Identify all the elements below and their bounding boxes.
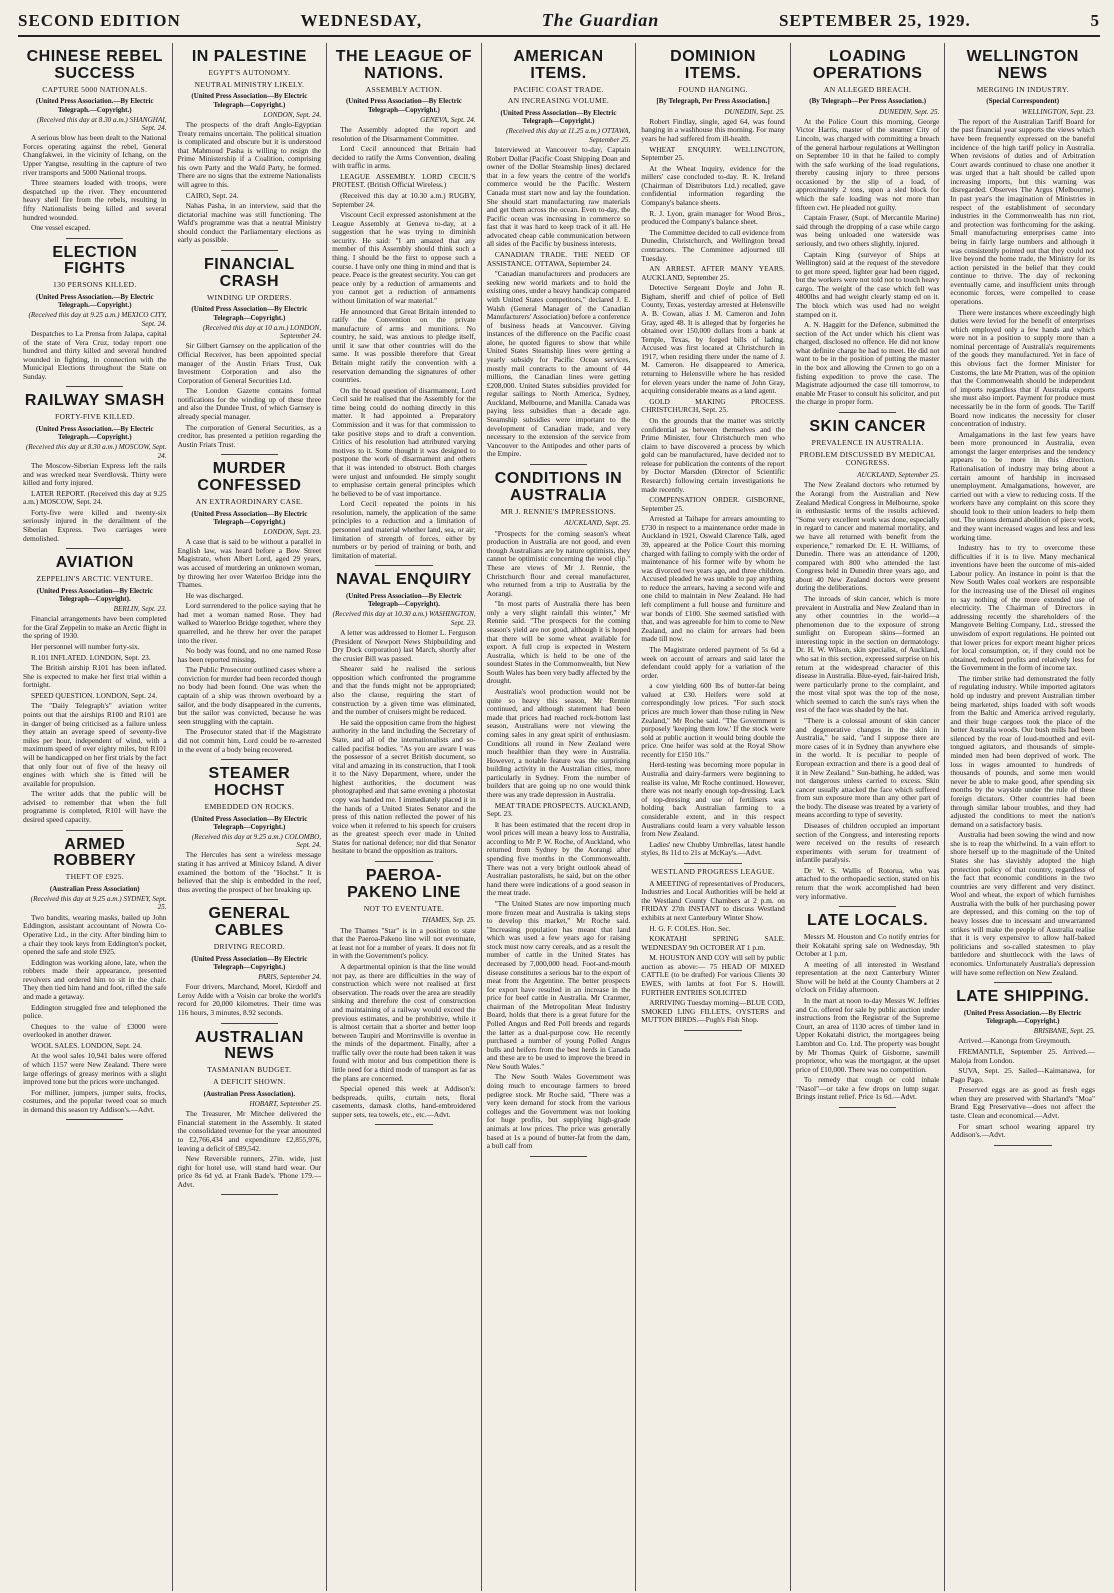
article-divider xyxy=(994,982,1052,983)
article-dateline: PARIS, September 24. xyxy=(258,972,322,981)
article xyxy=(23,245,167,382)
article-paragraph: A meeting of all interested in Westland representation at the next Canterbury Winter Show will be held at the County Chambers at 2 o'clock on Friday afternoon. xyxy=(795,959,940,995)
article-headline: CHINESE REBEL SUCCESS xyxy=(26,48,163,82)
article-paragraph: He said the opposition came from the highest authority in the land including the Secretary of State, and all of the internationalists and so-called pacifist bodies. "As you are aware I was the possessor of a secret British document, so vital and amazing in its construction, that I took it to the Navy Department, where, under the highest authorities, the document was photographed and that same evening a photostat copy was handed me. I immediately placed it in the hands of a United States Senator and the press of this nation reflected the power of his voice when it referred to his speech for cruisers as the greatest speech ever made in United States for national defence; nor did that Senator hesitate to brand the opposition as traitors. xyxy=(332,717,476,856)
article-paragraph: Herd-testing was becoming more popular in Australia and dairy-farmers were beginning to realise its value, Mr Roche continued. However, there was not nearly enough top-dressing. Lack of top-dressing and use of fertilisers was holding back Australian farming to a considerable extent, and in this respect Australians could learn a very valuable lesson from New Zealand. xyxy=(641,760,785,839)
article xyxy=(23,393,167,543)
article-dateline: (Received this day at 9.25 a.m.) MEXICO CITY, Sept. 24. xyxy=(28,311,167,328)
article-dateline: (Received this day at 10 a.m.) LONDON, September 24. xyxy=(202,323,322,340)
article xyxy=(796,913,940,1102)
article-paragraph: A case that is said to be without a parallel in English law, was heard before a Bow Street Magistrate, when Albert Lord, aged 29 years, was accused of murdering an unknown woman, by throwing her over Waterloo Bridge into the Thames. xyxy=(177,537,322,590)
article-dateline: (Received this day at 9.25 a.m.) SYDNEY, Sept. 25. xyxy=(30,895,167,912)
article-paragraph: Captain Fraser, (Supt. of Mercantile Marine) said through the dropping of a case while cargo was being unloaded one waterside was seriously, and two others slightly, injured. xyxy=(795,213,940,248)
article-headline: LOADING OPERATIONS xyxy=(812,48,923,82)
article xyxy=(641,868,785,1025)
article-paragraph: "Prospects for the coming season's wheat production in Australia are not good, and even though Australians are by nature optimists, they cannot be optimistic concerning the wool clip." These are views of Mr J. Rennie, the Christchurch flour and cereal manufacturer, who returned from a trip to Australia by the Aorangi. xyxy=(486,528,631,598)
article xyxy=(641,49,785,858)
article-paragraph: WOOL SALES. LONDON, Sept. 24. xyxy=(31,1040,142,1050)
article-paragraph: "Canadian manufacturers and producers are seeking new world markets and to hold the existing ones, under a heavy handicap compared with United States competitors," declared J. E. Walsh (General Manager of the Canadian Manufacturers' Association) before a conference of business heads at Vancouver. Giving instances of the difference on the Pacific coast alone, he quoted figures to show that while United States Steamship lines were getting a yearly subsidy for Pacific Ocean services, mostly mail contracts to the amount of 44 millions, the Canadian lines were getting £208,000. United States subsidies provided for regular sailings to North America, Sydney, Auckland, Melbourne, and Manilla. Canada was paying less subsidies than a decade ago. Steamship subsidies were important to the development of Canadian trade, and very necessary to the extension of the service from Vancouver to the Antipodes and other parts of the Empire. xyxy=(486,269,631,459)
article-paragraph: At the Wheat Inquiry, evidence for the millers' case concluded to-day. R. K. Ireland (Chairman of Distributors Ltd.) recalled, gave confidential information regarding the Company's balance sheets. xyxy=(641,163,785,208)
article-dateline: BERLIN, Sept. 23. xyxy=(113,604,167,613)
article-divider xyxy=(530,464,587,465)
article-headline: THE LEAGUE OF NATIONS. xyxy=(335,48,473,82)
article-paragraph: (Received this day at 10.30 a.m.) RUGBY, September 24. xyxy=(332,191,476,209)
article-dateline: DUNEDIN, Sept. 25. xyxy=(724,107,785,116)
article-paragraph: a cow yielding 600 lbs of butter-fat being valued at £30. Heifers were sold at correspondingly low prices. "For such stock prices are much lower than those ruling in New Zealand," Mr Roche said. "The Government is purposely 'keeping them low.' If the stock were sold at public auction it would bring double the price. One heifer was sold at the Royal Show recently for £150 10s." xyxy=(641,681,785,759)
article-subheading: ASSEMBLY ACTION. xyxy=(365,84,443,94)
article xyxy=(796,419,940,901)
column-1 xyxy=(18,43,173,1591)
article-paragraph: Industry has to try to overcome these difficulties if it is to live. Many mechanical inventions have been the outcome of mis-aided Labour policy. An instance in point is that the New South Wales coal workers are responsible for the increasing use of the Diesel oil engines to say nothing of the more extended use of electricity. The Chairman of Directors in addressing recently the shareholders of the Mangovete Belting Company, Ltd., stressed the unwisdom of export regulations. He pointed out that lower prices for export meant higher prices for local consumption, or, if they could not be obtained, reduced profits and relatively less for the Government in the form of income tax. xyxy=(950,543,1095,673)
article-dateline: LONDON, Sept. 24. xyxy=(263,110,322,119)
article-subheading: WINDING UP ORDERS. xyxy=(207,292,292,302)
article-divider xyxy=(839,906,896,907)
article-paragraph: Sir Gilbert Garnsey on the application of the Official Receiver, has been appointed special manager of the Austin Friars Trust, Oak Investment Corporation and also the Corporation of General Securities Ltd. xyxy=(177,341,322,385)
article-headline: WELLINGTON NEWS xyxy=(966,48,1079,82)
article-paragraph: Two bandits, wearing masks, bailed up John Eddington, assistant accountant of Nowra Co-Operative Ltd., in the city. After binding him to a chair they took keys from Eddington's pocket, opened the safe and stole £925. xyxy=(23,912,167,957)
article-paragraph: Cheques to the value of £3000 were overlooked in another drawer. xyxy=(23,1021,167,1040)
article-paragraph: New Reversible runners, 27in. wide, just right for hotel use, will stand hard wear. Our price 8s 6d yd. at Frank Bade's. 'Phone 179.—Advt. xyxy=(177,1154,322,1189)
article-paragraph: SPEED QUESTION. LONDON, Sept. 24. xyxy=(31,690,158,700)
newspaper-title: The Guardian xyxy=(541,10,660,30)
article-subheading: TASMANIAN BUDGET. xyxy=(207,1065,292,1075)
article-paragraph: Interviewed at Vancouver to-day, Captain Robert Dollar (Pacific Coast Shipping Doan and owner of the Dollar Steamship lines) declared that in a few years the centre of the world's commerce would be the Pacific. Western Canada must start now and lay the foundation. She should start manufacturing raw materials and get them across the ocean. Even to-day, the Pacific ocean was increasing in commerce so fast that it was hard to keep track of it all. He advocated cheap cable communication between all sides of the Pacific by business interests. xyxy=(486,145,631,249)
article-headline: AVIATION xyxy=(55,554,134,572)
article-subheading: NOT TO EVENTUATE. xyxy=(363,903,445,913)
article-headline: RAILWAY SMASH xyxy=(24,392,165,410)
article-source: (United Press Association.—By Electric Telegraph.—Copyright.) xyxy=(35,293,154,310)
article-subheading: PROBLEM DISCUSSED BY MEDICAL CONGRESS. xyxy=(799,449,936,468)
article-dateline: HOBART, September 25. xyxy=(249,1099,322,1108)
article-subheading: ZEPPELIN'S ARCTIC VENTURE. xyxy=(36,573,154,583)
article-headline: DOMINION ITEMS. xyxy=(670,48,756,82)
article-source: (United Press Association.—By Electric Telegraph.—Copyright.) xyxy=(35,97,154,114)
article-paragraph: For smart school wearing apparel try Addison's.—Advt. xyxy=(950,1121,1095,1140)
article-source: (Australian Press Association). xyxy=(203,1089,296,1098)
article-dateline: AUCKLAND, Sept. 25. xyxy=(564,519,631,528)
article-paragraph: Nahas Pasha, in an interview, said that the dictatorial machine was still functioning. The Wafd's programme was that a neutral Ministry should conduct the Parliamentary elections as early as possible. xyxy=(177,201,322,245)
article-subheading: PREVALENCE IN AUSTRALIA. xyxy=(811,437,924,447)
article-headline: LATE LOCALS. xyxy=(807,912,929,930)
article-paragraph: The New Zealand doctors who returned by the Aorangi from the Australian and New Zealand Medical Congress in Melbourne, spoke in enthusiastic terms of the results achieved. "Some very excellent work was done, especially in regard to cancer and maternal mortality, and we have all returned with benefit from the experience," remarked Dr. E. H. Williams, of Dunedin. There was an attendance of 1200, compared with 800 who attended the last Congress held in Dunedin three years ago, and about 40 New Zealand doctors were present during the deliberations. xyxy=(795,480,940,593)
article-subheading: WESTLAND PROGRESS LEAGUE. xyxy=(651,866,775,876)
article-source: [By Telegraph, Per Press Association.] xyxy=(656,97,770,106)
article-paragraph: Dr W. S. Wallis of Rotorua, who was attached to the orthopaedic section, stated on his return that the work accomplished had been very informative. xyxy=(795,865,940,901)
article-paragraph: SUVA, Sept. 25. Sailed—Kaimanawa, for Pago Pago. xyxy=(950,1066,1095,1084)
article-paragraph: Financial arrangements have been completed for the Graf Zeppelin to make an Arctic flight in the spring of 1930. xyxy=(23,614,167,641)
article-paragraph: "In most parts of Australia there has been only a very slight rainfall this winter," Mr Rennie said. "The prospects for the coming season's yield are not good, although it is hoped that there will be some wheat available for export. A full crop is expected in Western Australia, which is held to be one of the soundest States in the Commonwealth, but New South Wales has been very badly affected by the drought. xyxy=(486,599,631,686)
article-source: (United Press Association—By Electric Telegraph—Copyright.) xyxy=(191,92,308,109)
article-source: (United Press Association—By Electric Telegraph—Copyright.) xyxy=(500,109,617,126)
article-paragraph: Lord Cecil repeated the points in his resolution, namely, the application of the same principles to a reduction and a limitation of personnel and material whether land, sea, or air; limitation of strength of forces, either by numbers or by period of training or both, and limitation of material. xyxy=(332,499,476,560)
article-paragraph: MEAT TRADE PROSPECTS. AUCKLAND, Sept. 23. xyxy=(486,800,631,819)
article-paragraph: The Committee decided to call evidence from Dunedin, Christchurch, and Wellington bread contractors. The Committee adjourned till Tuesday. xyxy=(641,227,785,263)
article-paragraph: At the Police Court this morning, George Victor Harris, master of the steamer City of Lincoln, was charged with committing a breach of the general harbour regulations at Wellington on September 10 in that he failed to comply with the safe working of the load regulations, thereby causing injury to three persons occasioned by the slip of a load, of approximately 2 tons, upon a sled block for which the safe loading was not more than fifteen cwt. He pleaded not guilty. xyxy=(795,116,940,212)
article-paragraph: Lord surrendered to the police saying that he had met a woman named Rose. They had walked to Waterloo Bridge together, where they quarrelled, and he threw her over the parapet into the river. xyxy=(177,601,322,645)
article-paragraph: Eddington struggled free and telephoned the police. xyxy=(23,1002,167,1021)
article-paragraph: There were instances where exceedingly high duties were levied for the benefit of enterprises which employed only a few hands and which were not in a position to supply more than a nominal percentage of Australia's requirements of the goods they manufactured. Yet in face of this obvious fact the former Minister for Customs, the late Mr Pratten, was of the opinion that the Commonwealth should be independent of imports regardless that if Australia exports she must also import. Payment for produce must necessarily be in the form of goods. The Tariff Board now indicates the necessity for closer concentration of industry. xyxy=(950,307,1095,429)
article-divider xyxy=(66,830,123,831)
article-subheading: EGYPT'S AUTONOMY. xyxy=(208,67,291,77)
article-source: (United Press Association—By Electric Telegraph—Copyright). xyxy=(36,586,153,603)
article-source: (United Press Association—By Electric Telegraph—Copyright.) xyxy=(191,954,308,971)
article-source: (United Press Association—By Electric Telegraph—Copyright.) xyxy=(191,814,308,831)
article-subheading: AN INCREASING VOLUME. xyxy=(507,96,610,106)
article-paragraph: The Prosecutor stated that if the Magistrate did not commit him, Lord could be re-arrested in the event of a body being recovered. xyxy=(177,727,322,754)
article-subheading: MR J. RENNIE'S IMPRESSIONS. xyxy=(500,506,617,516)
column-2 xyxy=(173,43,328,1591)
article-paragraph: ARRIVING Tuesday morning—BLUE COD, SMOKED LING FILLETS, OYSTERS and MUTTON BIRDS.—Pugh's Fish Shop. xyxy=(641,998,785,1025)
article-paragraph: Messrs M. Houston and Co notify entries for their Kokatahi spring sale on Wednesday, 9th October at 1 p.m. xyxy=(795,932,940,959)
article-paragraph: The report of the Australian Tariff Board for the past financial year supports the views which have been frequently expressed on the baneful incidence of the high tariff policy in Australia. When revisions of duties and of Arbitration Court awards continued to chase one another it was urged that a halt should be called upon increasing imports, but this warning was disregarded. Observes The Argus (Melbourne). In past year's the imagination of Ministries in respect of the establishment of secondary industries in the Commonwealth has run riot, and protection was forthcoming for the asking. Small manufacturing enterprises came into being in fairly large numbers and although it was consistently pointed out that they could not live beyond the home trade, the Ministry for its action persisted in the belief that they could continue to thrive. The day of reckoning eventually came, and insufficient units through economic forces, were compelled to cease operations. xyxy=(950,116,1095,306)
article-subheading: A DEFICIT SHOWN. xyxy=(213,1076,286,1086)
article-paragraph: "The United States are now importing much more frozen meat and Australia is taking steps to develop this market," Mr Roche said. "Increasing population has meant that land which was used a few years ago for raising stock must now carry cereals, and as a result the number of cattle in the United States has decreased by 7,000,000 head. Foot-and-mouth disease constitutes a serious bar to the export of meat from the Argentine. The better prospects for export have resulted in an increase in the price for beef cattle in Australia. Mr Cranmer, chairman of the Metropolitan Meat Industry Board, holds that there is a great future for the Polled Angus and Red Poll breeds and regards the latter as a dual-purpose cow. He recently purchased a number of young Polled Angus bulls and heifers from the best herds in Canada and these are to be used to improve the breed in New South Wales." xyxy=(486,898,631,1071)
article-paragraph: Ladies' new Chubby Umbrellas, latest handle styles, 8s 11d to 21s at McKay's.—Advt. xyxy=(641,839,785,858)
article-paragraph: The British airship R101 has been inflated. She is expected to make her first trial within a fortnight. xyxy=(23,663,167,690)
article xyxy=(950,989,1095,1140)
article-divider xyxy=(530,1156,587,1157)
article-source: (United Press Association—By Electric Telegraph—Copyright). xyxy=(345,592,462,609)
article-subheading: AN EXTRAORDINARY CASE. xyxy=(195,496,304,506)
article-subheading: THEFT OF £925. xyxy=(65,872,124,882)
article-paragraph: On the grounds that the matter was strictly confidential as between themselves and the Prime Minister, four Christchurch men who claim to have discovered a process by which gold can be manufactured, have decided not to release for publication the contents of the report by Doctor Marsden (Director of Scientific Research) following certain investigations he made recently. xyxy=(641,415,785,494)
article-dateline: THAMES, Sep. 25. xyxy=(421,916,476,925)
article-paragraph: R. J. Lyon, grain manager for Wood Bros., produced the Company's balance sheet. xyxy=(641,208,785,227)
masthead xyxy=(18,10,1100,37)
article-paragraph: LATER REPORT. (Received this day at 9.25 a.m.) MOSCOW, Sept. 24. xyxy=(23,488,167,507)
article-paragraph: The Treasurer, Mr Mitchee delivered the Financial statement in the Assembly. It stated the consolidated revenue for the year amounted to £2,766,434 and expenditure £2,855,976, leaving a deficit of £89,542. xyxy=(177,1109,322,1153)
article-paragraph: The Assembly adopted the report and resolution of the Disarmament Committee. xyxy=(332,124,476,143)
article-divider xyxy=(221,1194,278,1195)
article-divider xyxy=(375,565,432,566)
article-paragraph: GOLD MAKING PROCESS. CHRISTCHURCH, Sept. 25. xyxy=(641,396,785,415)
article-headline: PAEROA-PAKENO LINE xyxy=(347,867,461,901)
article-source: (United Press Association—By Electric Telegraph—Copyright.) xyxy=(191,305,308,322)
article-paragraph: KOKATAHI SPRING SALE. WEDNESDAY 9th OCTOBER AT 1 p.m. xyxy=(641,934,785,952)
article-divider xyxy=(221,759,278,760)
article-paragraph: Amalgamations in the last few years have been more pronounced in Australia, even amongst the larger enterprises and the tendency appears to be more in this direction. Rationalisation of industry may bring about a certain amount of hardship in increased unemployment. Amalgamations, however, are carried out with a view to reducing costs. If the workers have any complaint on this score they should look to their union leaders to help them out. The unions demand abolition of piece work, and they want increased wages and less and less working time. xyxy=(950,429,1095,542)
article-headline: SKIN CANCER xyxy=(809,417,926,435)
article-paragraph: Three steamers loaded with troops, were despatched up the river. They encountered heavy shell fire from the rebels, resulting in fifty Nationalists being killed and several hundred wounded. xyxy=(23,178,167,222)
article-paragraph: Arrested at Taihape for arrears amounting to £730 in respect to a maintenance order made in Auckland in 1921, Oswald Clarence Talk, aged 39, appeared at the Police Court this morning charged with failing to comply with the order of maintenance of his former wife by whom he was divorced two years ago, and three children. Accused pleaded he was unable to pay anything to reduce the arrears, having a second wife and one child to maintain in New Zealand. He had left compliment a full house and furniture and war bonds of £100. She seemed satisfied with that, and was agreeable for him to come to New Zealand, and no claim for arrears had been made till now. xyxy=(641,514,785,644)
article xyxy=(332,49,476,560)
article-source: (Australian Press Association) xyxy=(49,884,140,893)
article-headline: AUSTRALIAN NEWS xyxy=(194,1028,304,1063)
article-dateline: (Received this day at 9.25 a.m.) COLOMBO, Sept. 24. xyxy=(191,832,322,850)
article-paragraph: For milliner, jumpers, jumper suits, frocks, costumes, and the popular tweed coat so much in demand this season try Addison's.—Advt. xyxy=(23,1087,167,1114)
article-subheading: 130 PERSONS KILLED. xyxy=(53,280,137,290)
article-paragraph: Arrived.—Kanonga from Greymouth. xyxy=(958,1036,1071,1046)
article-paragraph: A MEETING of representatives of Producers, Industries and Local Authorities will be held at the Westland County Chambers at 2 p.m. on FRIDAY 27th INSTANT to discuss Westland exhibits at next Canterbury Winter Show. xyxy=(641,878,785,922)
article-paragraph: The New South Wales Government was doing much to encourage farmers to breed pedigree stock. Mr Roche said, "There was a very keen demand for stock from the various colleges and the Government was not looking for huge profits, but supplying high-grade animals at low prices. The price was generally based at 1s a pound of butter-fat from the dam, a bull calf from xyxy=(486,1072,631,1151)
article-headline: NAVAL ENQUIRY xyxy=(336,571,472,589)
article xyxy=(332,572,476,856)
article-paragraph: Australia's wool production would not be quite so heavy this season, Mr Rennie continued, and although statement had been made that prices had reached rock-bottom last season, Australians were not viewing the coming sales in any great spirit of enthusiasm. Conditions all round in New Zealand were much healthier than they were in Australia. However, a notable feature was the surprising building activity in the Australian cities, more particularly in Sydney. From the number of builders that are going up no one would think there was any trade depression in Australia. xyxy=(486,687,631,799)
article-source: (United Press Association—By Electric Telegraph—Copyright.) xyxy=(191,509,308,526)
article xyxy=(178,49,322,245)
article-paragraph: Captain King (surveyor of Ships at Wellington) said at the request of the stevedore to get more speed, lighter gear had been rigged, but the workers were not told not to touch heavy cargo. The weight of the case which fell was 4800lbs and had weight clearly stamp ed on it. The block which was used had no weight stamped on it. xyxy=(795,249,940,319)
article-paragraph: Despatches to La Prensa from Jalapa, capital of the state of Vera Cruz, today report one hundred and thirty killed and several hundred wounded in fighting, in connection with the Municipal Elections throughout the State on Sunday. xyxy=(23,328,167,381)
article-paragraph: Shearer said he realised the serious opposition which confronted the programme and that the funds might not be appropriated; also the clause, requiring the start of construction by a given time was eliminated, and the number of cruisers might be reduced. xyxy=(332,664,476,717)
article-paragraph: Robert Findlay, single, aged 64, was found hanging in a washhouse this morning. For many years he had suffered from ill-health. xyxy=(641,116,785,143)
article-paragraph: WHEAT ENQUIRY. WELLINGTON, September 25. xyxy=(641,144,785,163)
article-source: (United Press Association.—By Electric Telegraph.—Copyright.) xyxy=(35,425,154,442)
article-headline: ELECTION FIGHTS xyxy=(52,243,138,278)
article xyxy=(178,1030,322,1190)
article-paragraph: He announced that Great Britain intended to ratify the Convention on the private manufacture of arms and munitions. No country, he said, was anxious to pledge itself, until it saw that other countries will do the same. It was possible therefore that Great Britain might ratify the convention with a reservation demanding the signatures of other countries. xyxy=(332,306,476,385)
article-paragraph: H. G. F. COLES. Hon. Sec. xyxy=(649,923,731,933)
article-paragraph: COMPENSATION ORDER. GISBORNE, September 25. xyxy=(641,495,785,513)
article-dateline: (Received this day at 11.25 a.m.) OTTAWA, September 25. xyxy=(505,127,631,144)
article-headline: ARMED ROBBERY xyxy=(53,835,137,870)
article-source: (By Telegraph—Per Press Association.) xyxy=(809,97,927,106)
article-source: (United Press Association.—By Electric Telegraph.—Copyright.) xyxy=(963,1008,1082,1025)
article-divider xyxy=(994,1145,1052,1146)
page-number: 5 xyxy=(1090,11,1100,30)
article-paragraph: "There is a colossal amount of skin cancer and degenerative changes in the skin in Australia," he said, "and I suppose there are more cases of it in Sydney than anywhere else in the world. It is peculiar to people of European extraction and there is a good deal of it in New Zealand." Sun-bathing, he added, was not dangerous unless carried to excess. Skin cancer usually attacked the face which suffered from sun exposure more than any other part of the body. The disease was treated by a variety of means according to type of severity. xyxy=(795,716,940,820)
article-paragraph: To remedy that cough or cold inhale "Nasol"—or take a few drops on lump sugar. Brings instant relief. Price 1s 6d.—Advt. xyxy=(795,1075,940,1102)
article-divider xyxy=(684,1030,741,1031)
column-5 xyxy=(636,43,791,1591)
article-paragraph: Eddington was working alone, late, when the robbers made their appearance, presented revolvers and ordered him to sit in the chair. They then tied him hand and foot, rifled the safe and made a getaway. xyxy=(23,957,167,1001)
article-dateline: WELLINGTON, Sept. 23. xyxy=(1021,107,1095,116)
article-paragraph: The inroads of skin cancer, which is more prevalent in Australia and New Zealand than in any other countries in the world—a phenomenon due to the exposure of strong sunlight on European skins—formed an interesting topic in the section on dermatology. Dr. H. W. Wilson, skin specialist, of Auckland, who sat in this section, expressed surprise on his return at the widespread character of this disease in Australia. Blue-eyed, fair-haired Irish, were particularly prone to the complaint, and the most vital spot was the top of the nose, which seemed to catch the sun's rays when the rest of the face was shaded by the hat. xyxy=(795,593,940,715)
article xyxy=(178,461,322,754)
article-paragraph: Preserved eggs are as good as fresh eggs when they are preserved with Sharland's "Moa" Brand Egg Preservative—does not affect the taste. Clean and economical.—Advt. xyxy=(950,1085,1095,1121)
article-dateline: (Received this day at 8.30 a.m.) SHANGHAI, Sept. 24. xyxy=(36,115,167,132)
article-divider xyxy=(839,412,896,413)
article-paragraph: Detective Sergeant Doyle and John R. Bigham, sheriff and chief of police of Bell County, Texas, yesterday arrested at Helensville A. B. Cowan, alias J. M. Cameron and John Gray, aged 48. It is alleged that by forgeries he obtained over 150,000 dollars from a bank at Temple, Texas, by forged bills of lading. Accused was first located at Christchurch in 1917, when residing there under the name of J. M. Cameron. He disappeared to America, returning to Helensville where he has resided for eleven years under the name of John Gray, acquiring considerable means as a land agent. xyxy=(641,283,785,396)
article-paragraph: At the wool sales 10,941 bales were offered of which 1157 were New Zealand. There were large offerings of greasy merinos with a slight improved tone but the prices were unchanged. xyxy=(23,1051,167,1087)
article-paragraph: CAIRO, Sept. 24. xyxy=(185,190,239,200)
article-dateline: (Received this day at 8.30 a.m.) MOSCOW, Sept. 24. xyxy=(25,443,167,460)
article-dateline: DUNEDIN, Sept. 25. xyxy=(878,107,940,116)
article-dateline: AUCKLAND, September 25. xyxy=(857,471,940,480)
column-3 xyxy=(327,43,482,1591)
article-paragraph: A letter was addressed to Homer L. Ferguson (President of Newport News Shipbuilding and Dry Dock corporation) last March, shortly after the crusier Bill was passed. xyxy=(332,627,476,663)
edition-label: SECOND EDITION xyxy=(18,11,181,30)
article-divider xyxy=(375,1124,432,1125)
article-paragraph: R.101 INFLATED. LONDON, Sept. 23. xyxy=(31,652,151,662)
column-6 xyxy=(791,43,946,1591)
article xyxy=(23,555,167,824)
article-paragraph: The corporation of General Securities, as a creditor, has presented a petition regarding the Austin Friars Trust. xyxy=(177,422,322,449)
article-headline: CONDITIONS IN AUSTRALIA xyxy=(494,469,623,504)
article-paragraph: Forty-five were killed and twenty-six seriously injured in the derailment of the Siberian Express. Two carriages were demolished. xyxy=(23,507,167,543)
article-headline: LATE SHIPPING. xyxy=(956,988,1090,1006)
article-paragraph: The Hercules has sent a wireless message stating it has arrived at Minicoy Island. A diver examined the bottom of the "Hochst." It is believed that the ship is embedded in the reef, thus averting the prospect of her breaking up. xyxy=(177,850,322,894)
article xyxy=(332,868,476,1119)
article-divider xyxy=(221,899,278,900)
article-dateline: (Received this day at 10.30 a.m.) WASHINGTON, Sept. 23. xyxy=(332,610,476,627)
article xyxy=(487,49,631,459)
article-paragraph: He was discharged. xyxy=(185,590,244,600)
article-divider xyxy=(66,1119,123,1120)
article-subheading: AN ALLEGED BREACH. xyxy=(823,84,912,94)
article-divider xyxy=(375,861,432,862)
article-headline: STEAMER HOCHST xyxy=(208,765,291,799)
article-paragraph: The writer adds that the public will be advised to remember that when the full programme is completed, R101 will have the desired speed capacity. xyxy=(23,789,167,824)
article-paragraph: On the broad question of disarmament, Lord Cecil said he realised that the Assembly for the time being could do nothing directly in this matter. It had appointed a Preparatory Commission and it was for that commission to take positive steps and to draft a convention. Critics of his resolution had attributed varying motives to it. Some thought it was designed to postpone the work of disarmament and others that it was intended to obstruct. Both charges were unjust and unfounded. He simply sought to emphasise certain general principles which he believed to be of vast importance. xyxy=(332,385,476,498)
article-paragraph: The "Daily Telegraph's" aviation writer points out that the airships R100 and R101 are in danger of being criticised as a failure unless they attain an average speed of seventy-five miles per hour, independent of wind, with a maximum speed of over eighty miles, but R101 will be handicapped on her first trials by the fact that only four out of five of the heavy oil engines with which she is fitted will be available for propulsion. xyxy=(23,701,167,788)
article xyxy=(796,49,940,407)
article-divider xyxy=(221,1023,278,1024)
article-paragraph: The Thames "Star" is in a position to state that the Paeroa-Pakeno line will not eventuate, at least not for a number of years. It does not fit in with the Government's policy. xyxy=(332,925,476,961)
article-headline: IN PALESTINE xyxy=(191,48,307,65)
article-headline: AMERICAN ITEMS. xyxy=(513,48,604,82)
article-source: (Special Correspondent) xyxy=(986,97,1060,106)
article xyxy=(23,837,167,1115)
article-divider xyxy=(221,250,278,251)
article-divider xyxy=(66,548,123,549)
article-divider xyxy=(66,386,123,387)
article-divider xyxy=(221,454,278,455)
article-paragraph: It has been estimated that the recent drop in wool prices will mean a heavy loss to Australia, according to Mr P. W. Roche, of Auckland, who returned from Sydney by the Aorangi after spending five months in the Commonwealth. There was not a very bright outlook ahead of Australian pastoralists, he said, but on the other hand there were indications of a good season in the meat trade. xyxy=(486,819,631,898)
article-paragraph: A departmental opinion is that the line would not pay, as there are difficulties in the way of construction which were not realised at first observation. The roads over the area are steadily sinking and therefore the cost of construction and maintaining of a railway would exceed the previous estimates, and be prohibitive, while it is almost certain that a shorter and better loop between Taupiri and Morrinsville is overdue in the minds of the department. Finally, after a traffic tally over the route had been taken it was found with motor and bus competition there is little need for a third mode of transport as far as the plans are concerned. xyxy=(332,962,476,1083)
article-dateline: BRISBANE, Sept. 25. xyxy=(1033,1027,1095,1036)
article-paragraph: In the mart at noon to-day Messrs W. Jeffries and Co. offered for sale by public auction under instructions from the Registrar of the Supreme Court, an area of 1130 acres of timber land in Upper Kokatahi district, the mortgagees being Lambton and Co. Ltd. The property was bought by Mr Thomas Quirk of Gisborne, sawmill proprietor, who was the mortgagor, at the upset price of £10,000. There was no competition. xyxy=(795,996,940,1074)
article-headline: FINANCIAL CRASH xyxy=(203,256,295,290)
article-paragraph: LEAGUE ASSEMBLY. LORD CECIL'S PROTEST. (British Official Wireless.) xyxy=(332,171,476,190)
article-subheading: FORTY-FIVE KILLED. xyxy=(54,412,135,422)
columns xyxy=(18,43,1100,1591)
article-paragraph: Four drivers, Marchand, Morel, Kirdoff and Leroy Adde with a Voisin car broke the world's record for 20,000 kilometres. Their time was 116 hours, 3 minutes, 8.92 seconds. xyxy=(177,982,322,1017)
article-subheading: FOUND HANGING. xyxy=(678,84,748,94)
article-paragraph: A serious blow has been dealt to the National Forces operating against the rebel, General Changfakwei, in the vicinity of Ichang, on the Upper Yangtse, resulting in the capture of two river transports and 5000 National troops. xyxy=(23,133,167,177)
article-paragraph: The Public Prosecutor outlined cases where a conviction for murder had been recorded though no body had been found. One was when the captain of a ship was thrown overboard by a sailor, and the body disappeared in the currents, but the sailor was convicted, because he was seen struggling with the captain. xyxy=(177,665,322,726)
article-paragraph: A. N. Haggitt for the Defence, submitted the section of the Act under which his client was charged, disclosed no offence. He did not know what definite charge he had to meet. He did not want to be in the position of putting the master in the box and allowing the Crown to go on a fishing expedition to prove the case. The Magistrate adjourned the case till tomorrow, to enable Mr Fraser to consult his solicitor, and put the charge in proper form. xyxy=(795,320,940,407)
column-7 xyxy=(945,43,1100,1591)
article-paragraph: Viscount Cecil expressed astonishment at the League Assembly at Geneva to-day, at a suggestion that he was trying to diminish security. He said: "I am amazed that any member of this Assembly should think such a thing. I should be the first to oppose such a course. I have only one thing in mind and that is peace. Peace is the greatest security. You can get peace only by a reduction of armaments and you cannot get a reduction of armaments without limitation of war material." xyxy=(332,210,476,305)
article-paragraph: FREMANTLE, September 25. Arrived.—Maloja from London. xyxy=(950,1047,1095,1065)
article xyxy=(178,766,322,894)
article-divider xyxy=(66,238,123,239)
article-paragraph: The timber strike had demonstrated the folly of regulating industry. While imported agitators hold up industry and prevent Australian timber being marketed, ships loaded with soft woods from the Baltic and America arrived regularly, and their huge cargoes took the place of the better Australia woods. Our bush mills had been silenced by the roar of loud-mouthed and evil-tongued agitators, and thousands of simple-minded men had been deprived of work. The loss in wages amounted to hundreds of thousands of pounds, and some men would never be able to make good, after spending six months by the wayside under the rule of these foreign dictators. Other countries had been through similar labour troubles, and they had adjusted the conditions to meet the nation's demand on a satisfactory basis. xyxy=(950,673,1095,829)
article xyxy=(950,49,1095,977)
article-paragraph: The London Gazette contains formal notifications for the winding up of these three and also the Dundee Trust, of which Garnsey is already special manager. xyxy=(177,386,322,421)
article-source: (United Press Association—By Electric Telegraph—Copyright.) xyxy=(345,97,462,114)
article-subheading: MERGING IN INDUSTRY. xyxy=(976,84,1069,94)
article-subheading: PACIFIC COAST TRADE. xyxy=(513,84,604,94)
article xyxy=(178,257,322,449)
article-paragraph: Her personnel will number forty-six. xyxy=(31,642,140,652)
article-subheading: EMBEDDED ON ROCKS. xyxy=(204,801,295,811)
article-paragraph: No body was found, and no one named Rose has been reported missing. xyxy=(177,646,322,664)
article-dateline: GENEVA, Sept. 24. xyxy=(420,115,476,124)
article-paragraph: The prospects of the draft Anglo-Egyptian Treaty remains uncertain. The political situation is complicated and obscure but it is understood that Mahmoud Pasha is willing to resign the Prime Ministership if a Coalition, comprising his own Party and the Wafd Party, be formed. There are no signs that the extreme Nationalists will agree to this. xyxy=(177,119,322,189)
article-paragraph: AN ARREST. AFTER MANY YEARS. AUCKLAND, September 25. xyxy=(641,264,785,282)
article-dateline: LONDON, Sept. 23. xyxy=(263,527,322,536)
article xyxy=(487,471,631,1151)
article-divider xyxy=(839,1107,896,1108)
article-paragraph: The Moscow-Siberian Express left the rails and was wrecked near Sverdlovsk. Thirty were killed and forty injured. xyxy=(23,460,167,488)
article-subheading: CAPTURE 5000 NATIONALS. xyxy=(42,84,148,94)
article-paragraph: CANADIAN TRADE. THE NEED OF ASSISTANCE. OTTAWA, September 24. xyxy=(486,250,631,268)
issue-date: SEPTEMBER 25, 1929. xyxy=(778,11,971,30)
article-paragraph: Diseases of children occupied an important section of the Congress, and interesting reports were received on the results of research experiments with serum for treatment of infantile paralysis. xyxy=(795,821,940,865)
article-paragraph: The Magistrate ordered payment of 5s 6d a week on account of arrears and said later the defendant could apply for a variation of the order. xyxy=(641,644,785,680)
article xyxy=(178,906,322,1017)
article-paragraph: Australia had been sowing the wind and now she is to reap the whirlwind. In a vain effort to shore herself up to the magnitude of the United States she has slavishly adopted the high protection policy of that country, regardless of the fact that economic conditions in the two countries are very different and very distinct. Wool and wheat, the export of which furnishes Australia with the bulk of her purchasing power are depressed, and this coming on the top of heavy losses due to incessant and unwarranted strikes will make the people of Australia realise that it is very expensive to allow half-baked politicians and so-called statesmen to play battledore and shuttlecock with the laws of economics. Unfortunately Australia's depression will have some reflection on New Zealand. xyxy=(950,830,1095,977)
weekday: WEDNESDAY, xyxy=(300,11,423,30)
article-paragraph: M. HOUSTON AND COY will sell by public auction as above:— 75 HEAD OF MIXED CATTLE (to be drafted) For various Clients 30 EWES, with lambs at foot For S. Howill. FURTHER ENTRIES SOLICITED xyxy=(641,953,785,997)
article-subheading: NEUTRAL MINISTRY LIKELY. xyxy=(194,79,305,89)
article-headline: GENERAL CABLES xyxy=(208,905,291,940)
article-subheading: DRIVING RECORD. xyxy=(213,941,285,951)
article-paragraph: Lord Cecil announced that Britain had decided to ratify the Arms Convention, dealing with traffic in arms. xyxy=(332,144,476,171)
article-paragraph: Special opened this week at Addison's: bedspreads, quilts, curtain nets, floral casements, damask cloths, hand-embroidered supper sets, tea towels, etc., etc.—Advt. xyxy=(332,1084,476,1119)
article-paragraph: One vessel escaped. xyxy=(31,223,91,233)
article-headline: MURDER CONFESSED xyxy=(197,460,302,495)
column-4 xyxy=(482,43,637,1591)
article xyxy=(23,49,167,233)
article-divider xyxy=(684,863,741,864)
